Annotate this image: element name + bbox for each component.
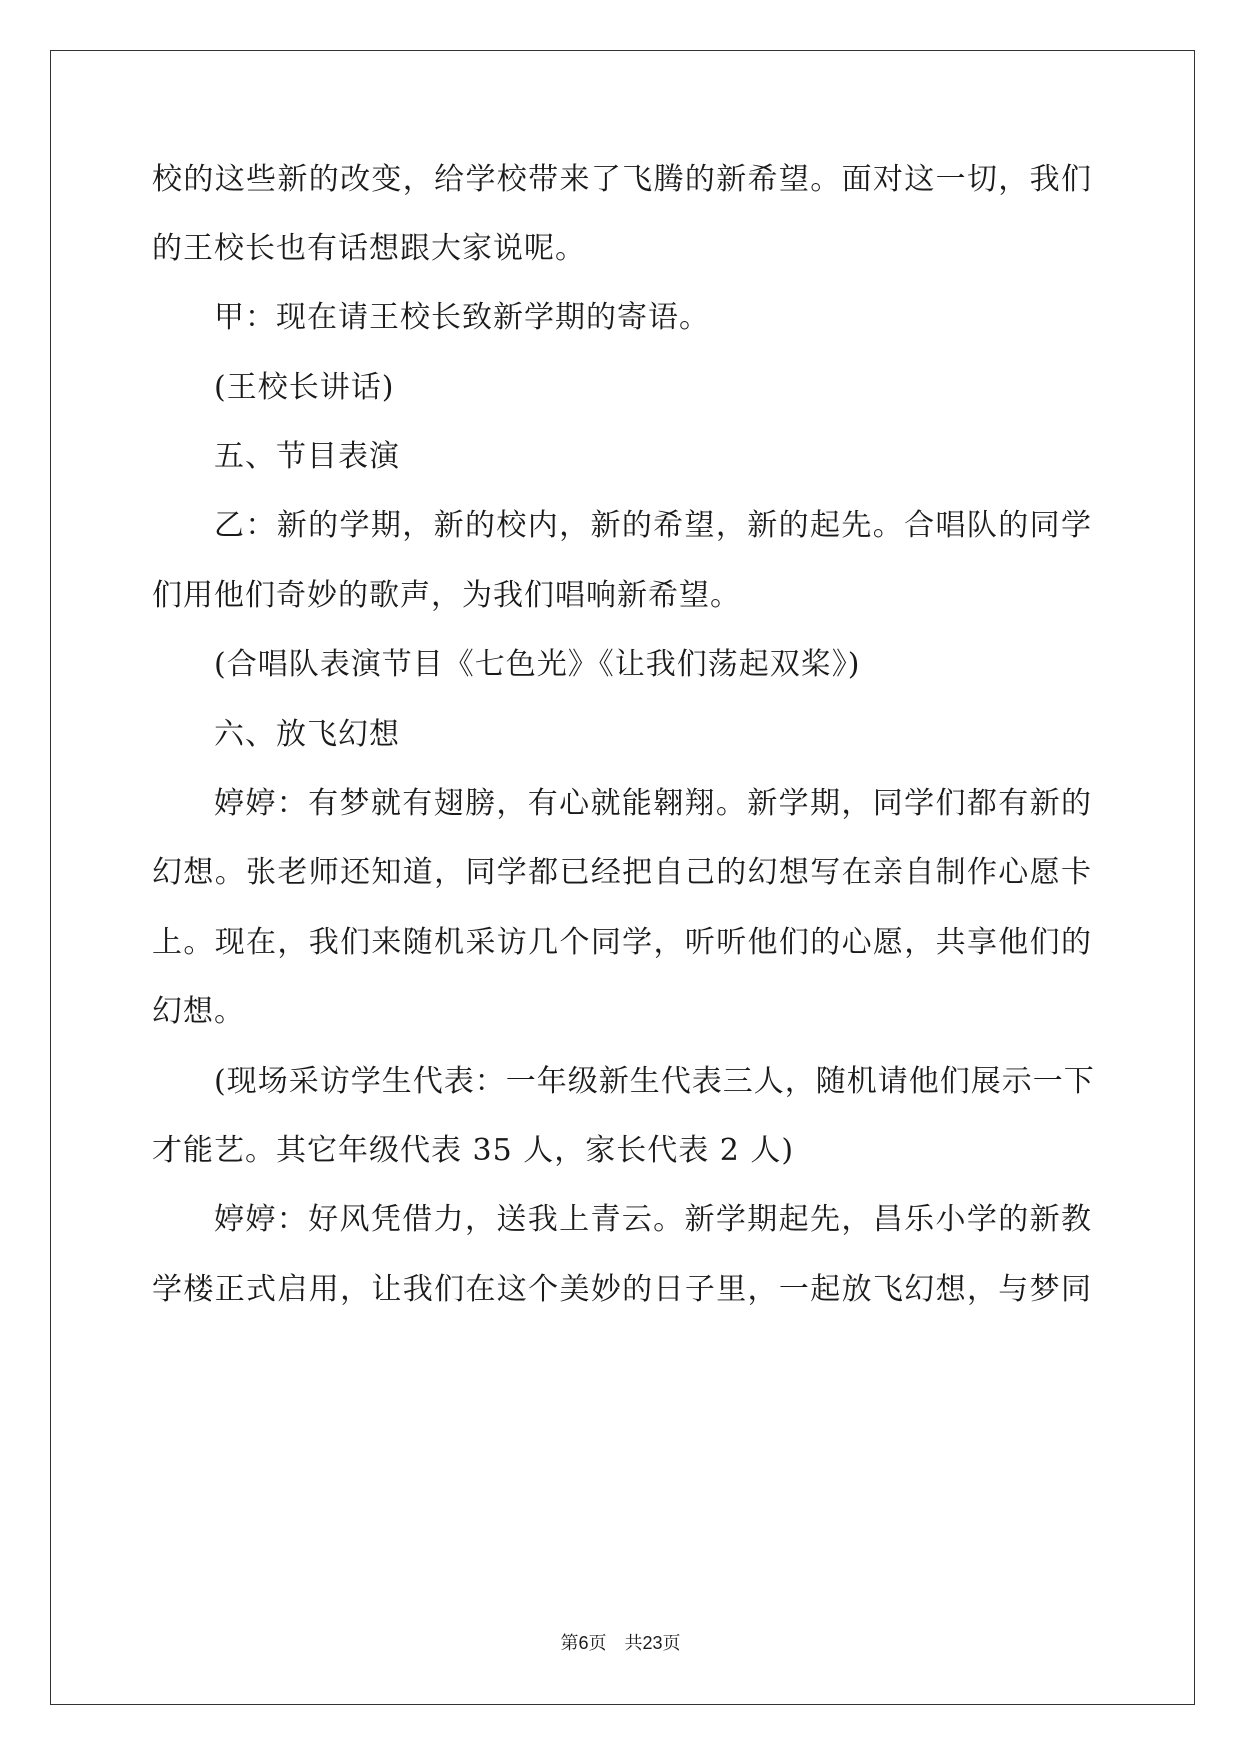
text-line: (合唱队表演节目《七色光》《让我们荡起双桨》)	[214, 647, 861, 682]
page-footer	[0, 1631, 1241, 1655]
text-line: 才能艺。其它年级代表 35 人，家长代表 2 人)	[152, 1133, 795, 1168]
text-line: 校的这些新的改变，给学校带来了飞腾的新希望。面对这一切，我们	[152, 162, 1092, 197]
text-line: 学楼正式启用，让我们在这个美妙的日子里，一起放飞幻想，与梦同	[152, 1272, 1092, 1307]
text-line: 甲：现在请王校长致新学期的寄语。	[214, 300, 710, 335]
section-heading: 五、节目表演	[214, 439, 400, 474]
footer-page-unit: 页	[588, 1633, 607, 1653]
footer-total-unit: 页	[662, 1633, 681, 1653]
total-pages-number: 23	[642, 1633, 663, 1653]
footer-total-prefix: 共	[624, 1633, 643, 1653]
footer-page-prefix: 第	[560, 1633, 579, 1653]
text-line: 幻想。	[152, 994, 245, 1029]
text-line: (王校长讲话)	[214, 370, 395, 405]
text-line: 婷婷：好风凭借力，送我上青云。新学期起先，昌乐小学的新教	[214, 1202, 1092, 1237]
text-line: 婷婷：有梦就有翅膀，有心就能翱翔。新学期，同学们都有新的	[214, 786, 1092, 821]
text-line: 乙：新的学期，新的校内，新的希望，新的起先。合唱队的同学	[214, 508, 1092, 543]
current-page-number: 6	[578, 1633, 589, 1653]
text-line: 的王校长也有话想跟大家说呢。	[152, 231, 586, 266]
text-line: 们用他们奇妙的歌声，为我们唱响新希望。	[152, 578, 741, 613]
text-line: (现场采访学生代表：一年级新生代表三人，随机请他们展示一下	[214, 1064, 1095, 1099]
text-line: 上。现在，我们来随机采访几个同学，听听他们的心愿，共享他们的	[152, 925, 1092, 960]
section-heading: 六、放飞幻想	[214, 717, 400, 752]
text-line: 幻想。张老师还知道，同学都已经把自己的幻想写在亲自制作心愿卡	[152, 855, 1092, 890]
